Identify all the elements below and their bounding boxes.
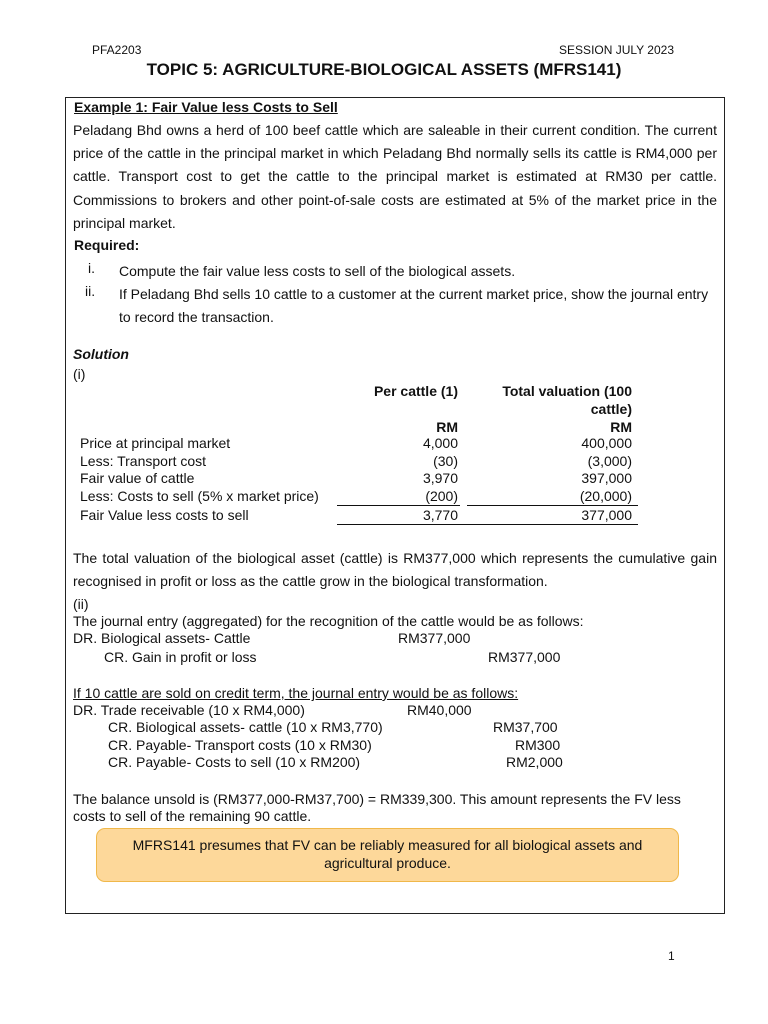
requirement-text: Compute the fair value less costs to sell of the biological assets. — [119, 263, 516, 279]
sale-intro: If 10 cattle are sold on credit term, the journal entry would be as follows: — [73, 685, 519, 701]
solution-label: Solution — [73, 346, 129, 362]
table-cell-total: 397,000 — [581, 470, 632, 486]
table-cell-total: (3,000) — [587, 453, 632, 469]
table-row-label: Less: Costs to sell (5% x market price) — [80, 488, 319, 504]
journal-amount: RM377,000 — [488, 649, 561, 665]
journal-amount: RM40,000 — [407, 702, 472, 718]
journal-account: DR. Biological assets- Cattle — [73, 630, 251, 646]
col-total-header-line1: Total valuation (100 — [502, 383, 632, 399]
journal-account: CR. Gain in profit or loss — [104, 649, 257, 665]
example-title: Example 1: Fair Value less Costs to Sell — [74, 99, 338, 115]
requirement-text: If Peladang Bhd sells 10 cattle to a customer at the current market price, show the journal entry to record the transaction. — [119, 286, 709, 325]
table-cell-per-cattle: 4,000 — [422, 435, 458, 451]
journal-amount: RM377,000 — [398, 630, 471, 646]
part-ii-label: (ii) — [73, 596, 89, 612]
journal-account: DR. Trade receivable (10 x RM4,000) — [73, 702, 305, 718]
table-row-label: Less: Transport cost — [80, 453, 207, 469]
table-cell-per-cattle: (30) — [433, 453, 458, 469]
journal-intro: The journal entry (aggregated) for the recognition of the cattle would be as follows: — [73, 613, 584, 629]
course-code: PFA2203 — [92, 43, 142, 57]
table-cell-per-cattle: 3,770 — [422, 507, 458, 523]
table-cell-per-cattle: 3,970 — [422, 470, 458, 486]
conclusion-paragraph: The total valuation of the biological asset (cattle) is RM377,000 which represents the cumulative gain recognised in profit or loss as the cattle grow in the biological transformation. — [73, 550, 717, 589]
subtotal-rule — [337, 505, 460, 506]
balance-text-line1: The balance unsold is (RM377,000-RM37,700) = RM339,300. This amount represents the FV less — [73, 791, 681, 807]
table-cell-total: (20,000) — [579, 488, 632, 504]
journal-amount: RM2,000 — [506, 754, 563, 770]
table-cell-per-cattle: (200) — [425, 488, 458, 504]
table-row-label: Fair Value less costs to sell — [80, 507, 249, 523]
key-note-line1: MFRS141 presumes that FV can be reliably measured for all biological assets and — [132, 837, 643, 853]
journal-account: CR. Biological assets- cattle (10 x RM3,770) — [108, 719, 383, 735]
table-cell-total: 377,000 — [581, 507, 632, 523]
balance-text-line2: costs to sell of the remaining 90 cattle. — [73, 808, 312, 824]
part-i-label: (i) — [73, 366, 86, 382]
total-rule — [337, 524, 638, 525]
page-title: TOPIC 5: AGRICULTURE-BIOLOGICAL ASSETS (MFRS141) — [146, 60, 622, 79]
example-paragraph: Peladang Bhd owns a herd of 100 beef cattle which are saleable in their current condition. The current price of the cattle in the principal market in which Peladang Bhd normally sells its cattle is RM4,000 per cattle. Transport cost to get the cattle to the principal market is estimated at RM30 per cattle. Commissions to brokers and other point-of-sale costs are estimated at 5% of the market price in the principal market. — [73, 122, 717, 231]
table-cell-total: 400,000 — [581, 435, 632, 451]
col-per-cattle-unit: RM — [436, 419, 458, 435]
key-note-box — [96, 828, 679, 882]
required-label: Required: — [74, 237, 140, 253]
subtotal-rule — [467, 505, 638, 506]
table-row-label: Price at principal market — [80, 435, 231, 451]
requirement-number: i. — [88, 260, 95, 276]
col-per-cattle-header: Per cattle (1) — [373, 383, 458, 399]
journal-account: CR. Payable- Costs to sell (10 x RM200) — [108, 754, 361, 770]
requirement-number: ii. — [85, 283, 96, 299]
col-total-header-line2: cattle) — [590, 401, 632, 417]
session-label: SESSION JULY 2023 — [559, 43, 674, 57]
journal-amount: RM37,700 — [493, 719, 558, 735]
key-note-line2: agricultural produce. — [324, 855, 451, 871]
table-row-label: Fair value of cattle — [80, 470, 195, 486]
col-total-unit: RM — [610, 419, 632, 435]
page-number: 1 — [668, 949, 675, 963]
journal-account: CR. Payable- Transport costs (10 x RM30) — [108, 737, 372, 753]
journal-amount: RM300 — [515, 737, 561, 753]
